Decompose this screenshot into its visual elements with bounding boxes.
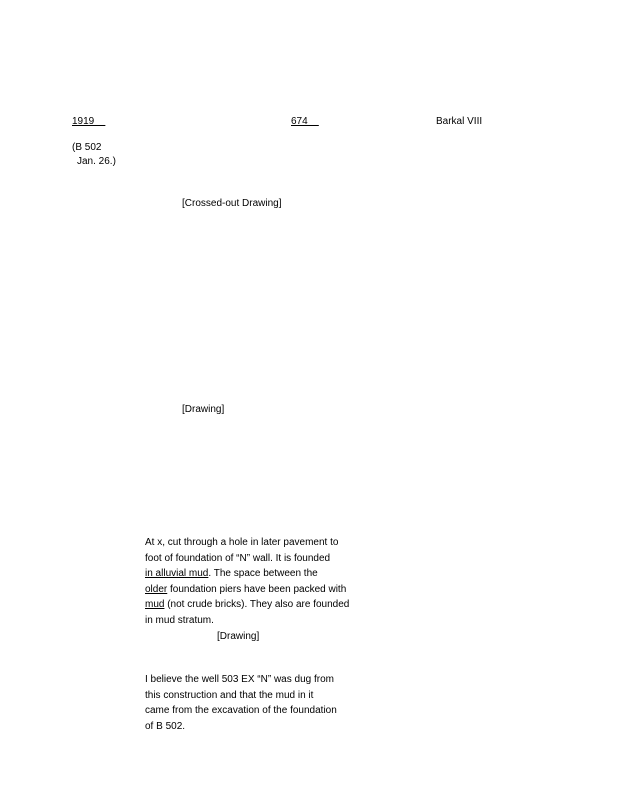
paragraph-line — [145, 582, 375, 598]
notes-paragraph-2 — [145, 672, 375, 734]
paragraph-line-rest: foundation piers have been packed with — [167, 583, 347, 595]
reference-line-2: Jan. 26.) — [77, 156, 116, 167]
header-site: Barkal VIII — [436, 116, 483, 127]
paragraph-line: foot of foundation of “N” wall. It is founded — [145, 552, 331, 564]
paragraph-line: At x, cut through a hole in later pavement to — [145, 537, 339, 548]
paragraph-line: of B 502. — [145, 720, 186, 732]
notes-paragraph-1 — [145, 535, 375, 628]
reference-line-1: (B 502 — [72, 142, 102, 153]
paragraph-line: this construction and that the mud in it — [145, 689, 314, 701]
underlined-word: older — [145, 583, 168, 595]
paragraph-line-rest: . The space between the — [208, 568, 318, 579]
paragraph-line: I believe the well 503 EX “N” was dug from — [145, 674, 334, 685]
underlined-phrase: in alluvial mud — [145, 568, 209, 579]
paragraph-line — [145, 566, 375, 582]
paragraph-line: in mud stratum. — [145, 614, 214, 626]
drawing-placeholder-1: [Drawing] — [182, 404, 225, 415]
header-year: 1919 — [72, 116, 106, 127]
crossed-out-drawing-placeholder: [Crossed-out Drawing] — [182, 198, 282, 209]
paragraph-line-rest: (not crude bricks). They also are founded — [164, 599, 350, 610]
drawing-placeholder-2: [Drawing] — [217, 631, 260, 642]
paragraph-line — [145, 597, 375, 613]
header-page-number: 674 — [291, 116, 319, 127]
paragraph-line: came from the excavation of the foundation — [145, 705, 337, 716]
underlined-word: mud — [145, 599, 165, 610]
